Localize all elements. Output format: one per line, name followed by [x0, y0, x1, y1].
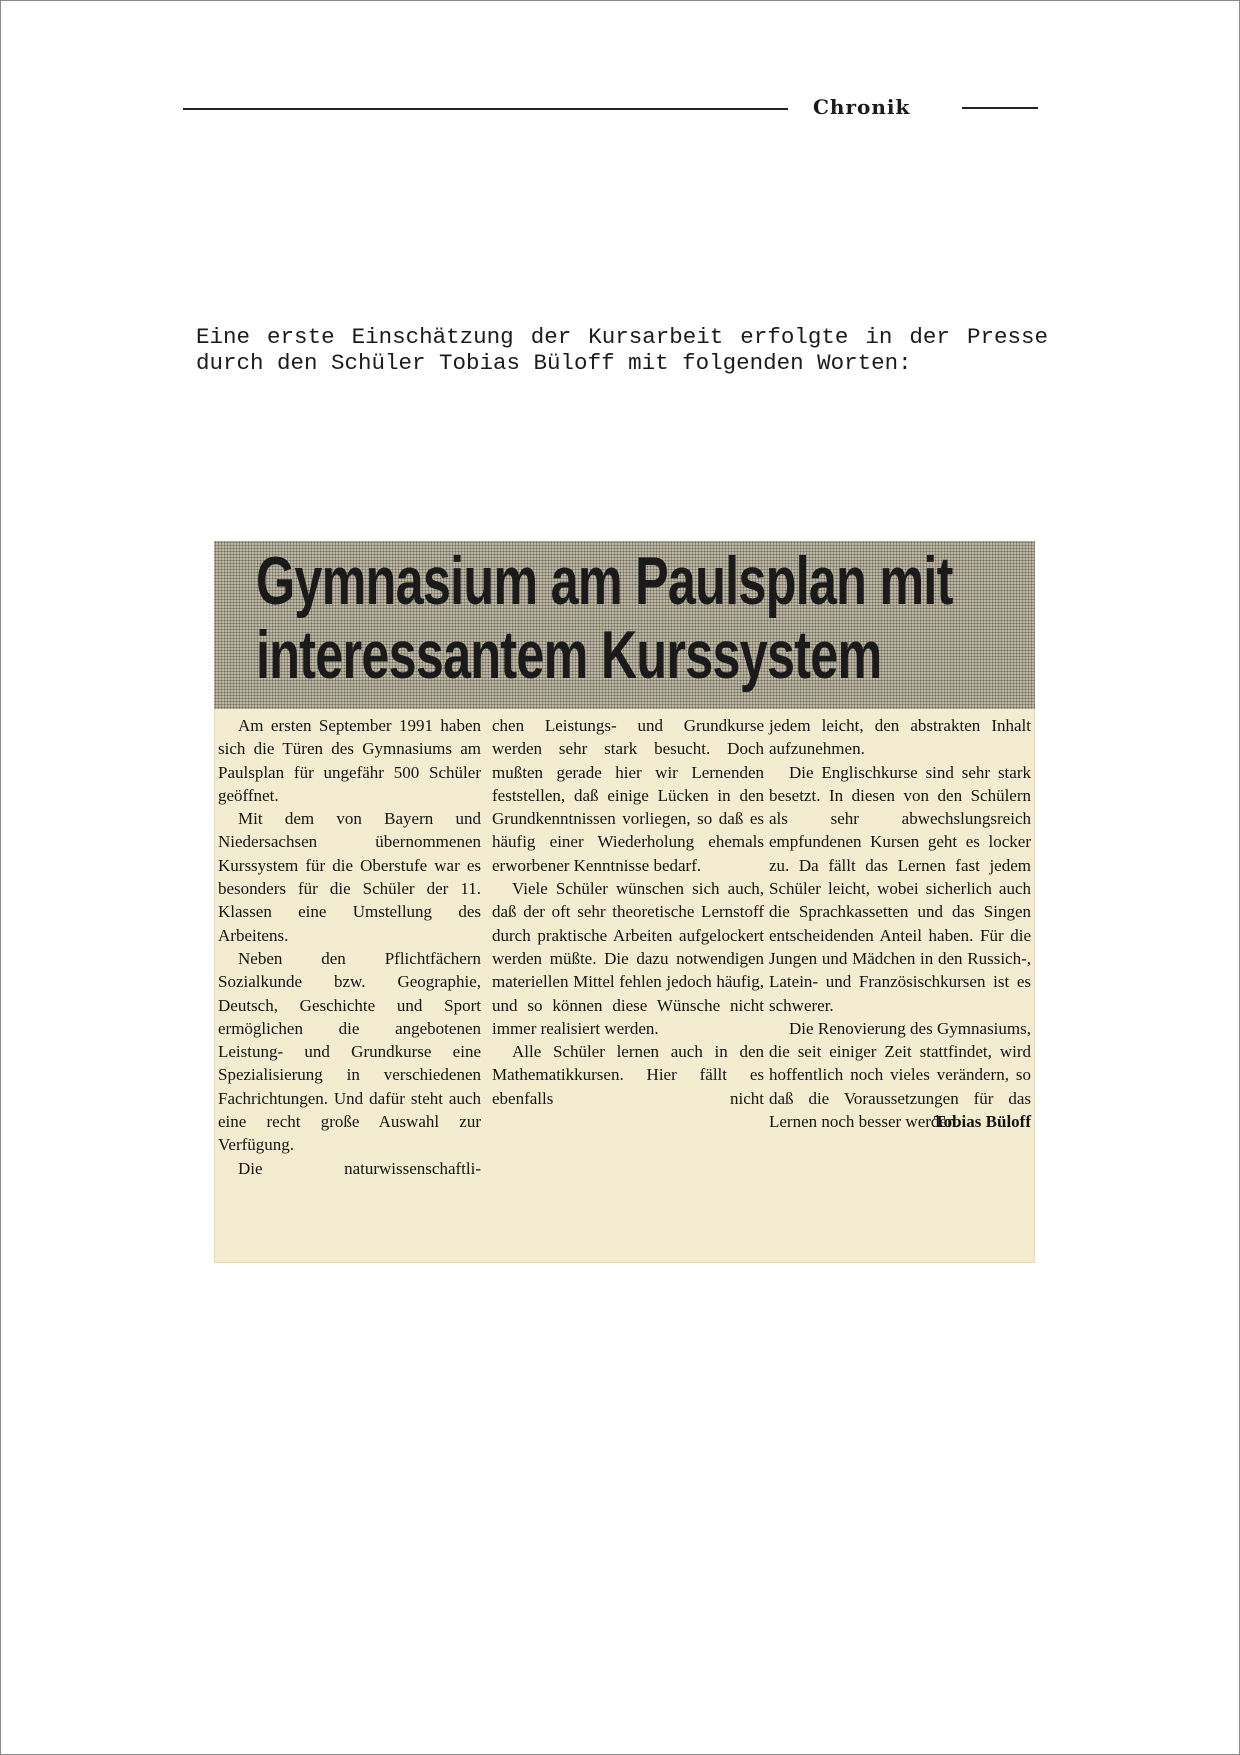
headline-line-2: interessantem Kurssystem	[256, 617, 882, 693]
column-2-paragraph: Viele Schüler wünschen sich auch, daß der oft sehr theoretische Lernstoff durch praktische Arbeiten aufgelockert werden müßte. Die dazu notwendigen materiellen Mittel fehlen jedoch häufig, und so können diese Wünsche nicht immer realisiert werden.	[492, 879, 764, 1038]
section-title: Chronik	[813, 95, 911, 119]
column-3-paragraph: Die Englischkurse sind sehr stark besetzt. In diesen von den Schülern als sehr abwechslungsreich empfundenen Kursen geht es locker zu. Da fällt das Lernen fast jedem Schüler leicht, wobei sicherlich auch die Sprachkassetten und das Singen entscheidenden Anteil haben. Für die Jungen und Mädchen in den Russich-, Latein- und Französischkursen ist es schwerer.	[769, 762, 1031, 1015]
article-column-3	[769, 714, 1031, 1133]
headline-line-1: Gymnasium am Paulsplan mit	[256, 543, 953, 619]
column-1-paragraph: Neben den Pflichtfächern Sozialkunde bzw. Geographie, Deutsch, Geschichte und Sport ermöglichen die angebotenen Leistung- und Grundkurse eine Spezialisierung in verschiedenen Fachrichtungen. Und dafür steht auch eine recht große Auswahl zur Verfügung.	[218, 948, 481, 1155]
header-rule-right	[962, 107, 1038, 109]
headline-box	[214, 541, 1035, 709]
column-1-paragraph: Die naturwissenschaftli-	[238, 1158, 481, 1178]
intro-text: Eine erste Einschätzung der Kursarbeit erfolgte in der Presse durch den Schüler Tobias Büloff mit folgenden Worten:	[196, 324, 1048, 376]
column-2-paragraph: chen Leistungs- und Grundkurse werden sehr stark besucht. Doch mußten gerade hier wir Lernenden feststellen, daß einige Lücken in den Grundkenntnissen vorliegen, so daß es häufig einer Wiederholung ehemals erworbener Kenntnisse bedarf.	[492, 716, 764, 875]
article-column-2	[492, 714, 764, 1110]
column-3-paragraph: jedem leicht, den abstrakten Inhalt aufzunehmen.	[769, 716, 1031, 759]
article-author: Tobias Büloff	[933, 1112, 1031, 1132]
column-3-paragraph: Die Renovierung des Gymnasiums, die seit einiger Zeit stattfindet, wird hoffentlich noch vieles verändern, so daß die Voraussetzungen für das Lernen noch besser werden.	[769, 1018, 1031, 1132]
newspaper-clipping	[214, 541, 1035, 1263]
article-column-1	[218, 714, 481, 1180]
column-2-paragraph: Alle Schüler lernen auch in den Mathematikkursen. Hier fällt es ebenfalls nicht	[492, 1042, 764, 1108]
header-rule-left	[183, 108, 788, 110]
column-1-paragraph: Mit dem von Bayern und Niedersachsen übernommenen Kurssystem für die Oberstufe war es besonders für die Schüler der 11. Klassen eine Umstellung des Arbeitens.	[218, 809, 481, 945]
column-1-paragraph: Am ersten September 1991 haben sich die Türen des Gymnasiums am Paulsplan für ungefähr 500 Schüler geöffnet.	[218, 716, 481, 805]
